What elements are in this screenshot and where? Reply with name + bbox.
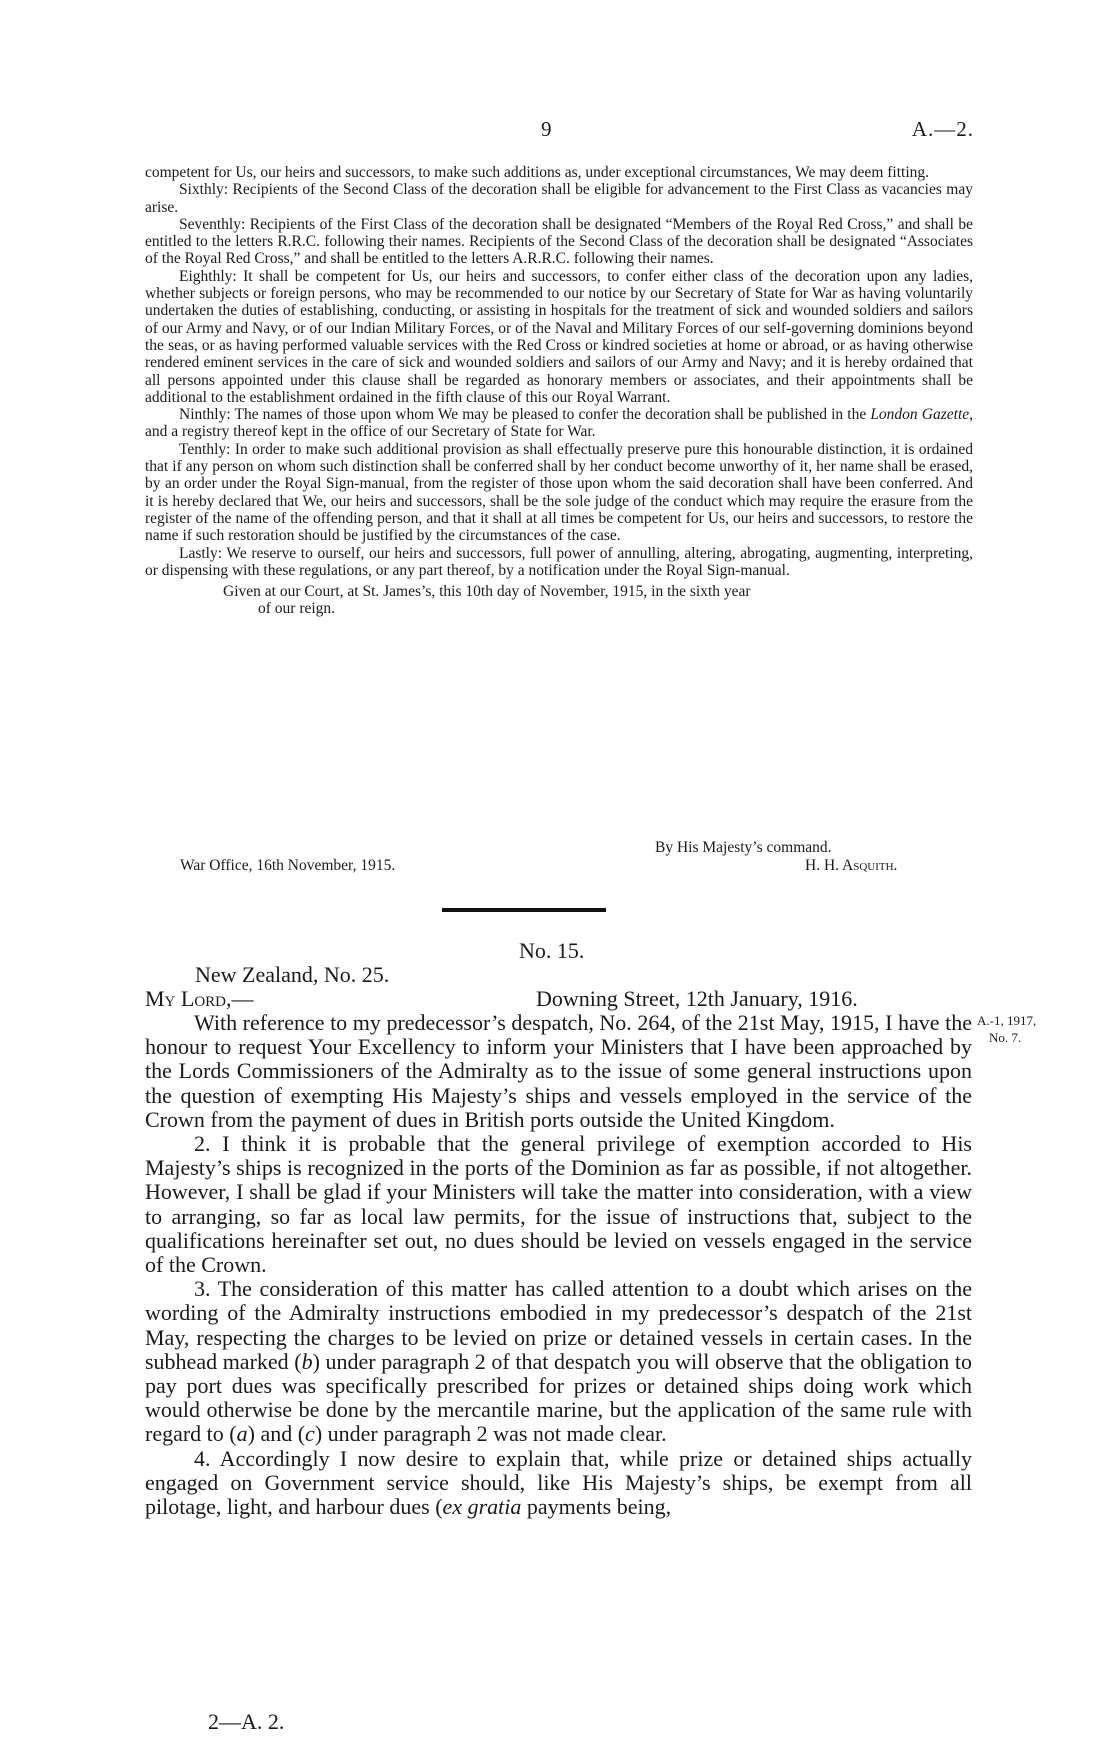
despatch-number: No. 15. bbox=[519, 938, 585, 963]
margin-reference: A.-1, 1917, No. 7. bbox=[977, 1013, 1037, 1045]
warrant-paragraph-ninthly: Ninthly: The names of those upon whom We may be pleased to confer the decoration shall be published in the London Gazette, and a registry thereof kept in the office of our Secretary of State for War. bbox=[145, 406, 974, 441]
colony-reference: New Zealand, No. 25. bbox=[195, 962, 390, 987]
warrant-paragraph: Eighthly: It shall be competent for Us, our heirs and successors, to confer either class of the decoration upon any ladies, whether subjects or foreign persons, who may be recommended to our notice by our Secretary of State for War as having voluntarily undertaken the duties of establishing, conducting, or assisting in hospitals for the treatment of sick and wounded soldiers and sailors of our Army and Navy, or of our Indian Military Forces, or of the Naval and Military Forces of our self-governing dominions beyond the seas, or as having performed valuable services with the Red Cross or kindred societies at home or abroad, or as having otherwise rendered eminent services in the care of sick and wounded soldiers and sailors of our Army and Navy; and it is hereby ordained that all persons appointed under this clause shall be regarded as honorary members or associates, and their appointments shall be additional to the establishment ordained in the fifth clause of this our Royal Warrant. bbox=[145, 267, 973, 406]
salutation: My Lord,— bbox=[145, 986, 254, 1011]
despatch-paragraph-2: 2. I think it is probable that the general privilege of exemption accorded to His Majesty’s ships is recognized in the ports of the Dominion as far as possible, if not altogether. However, I shall be glad if your Ministers will take the matter into consideration, with a view to arranging, so far as local law permits, for the issue of instructions that, subject to the qualifications hereinafter set out, no dues should be levied on vessels engaged in the service of the Crown. bbox=[145, 1131, 972, 1278]
page-number: 9 bbox=[541, 117, 552, 141]
warrant-paragraph: competent for Us, our heirs and successors, to make such additions as, under exceptional circumstances, We may deem fitting. bbox=[145, 164, 930, 181]
despatch-paragraph-1: With reference to my predecessor’s despatch, No. 264, of the 21st May, 1915, I have the honour to request Your Excellency to inform your Ministers that I have been approached by the Lords Commissioners of the Admiralty as to the issue of some general instructions upon the question of exempting His Majesty’s ships and vessels employed in the service of the Crown from the payment of dues in British ports outside the United Kingdom. bbox=[145, 1010, 972, 1132]
despatch-paragraph-3: 3. The consideration of this matter has called attention to a doubt which arises on the wording of the Admiralty instructions embodied in my predecessor’s despatch of the 21st May, respecting the charges to be levied on prize or detained vessels in certain cases. In the subhead marked (b) under paragraph 2 of that despatch you will observe that the obligation to pay port dues was specifically prescribed for prizes or detained ships doing work which would otherwise be done by the mercantile marine, but the application of the same rule with regard to (a) and (c) under paragraph 2 was not made clear. bbox=[145, 1276, 972, 1447]
series-code: A.—2. bbox=[911, 117, 974, 141]
war-office-date: War Office, 16th November, 1915. bbox=[180, 857, 396, 874]
warrant-text bbox=[145, 164, 973, 618]
signature-mark: 2—A. 2. bbox=[208, 1709, 285, 1734]
place-date: Downing Street, 12th January, 1916. bbox=[536, 986, 858, 1011]
section-divider bbox=[442, 908, 606, 912]
given-at-court: Given at our Court, at St. James’s, this 10th day of November, 1915, in the sixth year of our reign. bbox=[223, 583, 751, 618]
despatch-body bbox=[145, 1011, 972, 1519]
by-command: By His Majesty’s command. bbox=[655, 839, 832, 856]
signatory: H. H. Asquith. bbox=[805, 857, 898, 874]
warrant-paragraph: Lastly: We reserve to ourself, our heirs and successors, full power of annulling, altering, abrogating, augmenting, interpreting, or dispensing with these regulations, or any part thereof, by a notification under the Royal Sign-manual. bbox=[145, 544, 973, 579]
warrant-paragraph: Sixthly: Recipients of the Second Class of the decoration shall be eligible for advancement to the First Class as vacancies may arise. bbox=[145, 181, 973, 216]
warrant-paragraph-tenthly: Tenthly: In order to make such additional provision as shall effectually preserve pure this honourable distinction, it is ordained that if any person on whom such distinction shall be conferred shall by her conduct become unworthy of it, her name shall be erased, by an order under the Royal Sign-manual, from the register of those upon whom the said decoration shall have been conferred. And it is hereby declared that We, our heirs and successors, shall be the sole judge of the conduct which may require the erasure from the register of the name of the offending person, and that it shall at all times be competent for Us, our heirs and successors, to restore the name if such restoration should be justified by the circumstances of the case. bbox=[145, 440, 973, 545]
warrant-paragraph: Seventhly: Recipients of the First Class of the decoration shall be designated “Members of the Royal Red Cross,” and shall be entitled to the letters R.R.C. following their names. Recipients of the Second Class of the decoration shall be designated “Associates of the Royal Red Cross,” and shall be entitled to the letters A.R.R.C. following their names. bbox=[145, 215, 973, 268]
despatch-paragraph-4: 4. Accordingly I now desire to explain that, while prize or detained ships actually engaged on Government service should, like His Majesty’s ships, be exempt from all pilotage, light, and harbour dues (ex gratia payments being, bbox=[145, 1445, 972, 1520]
